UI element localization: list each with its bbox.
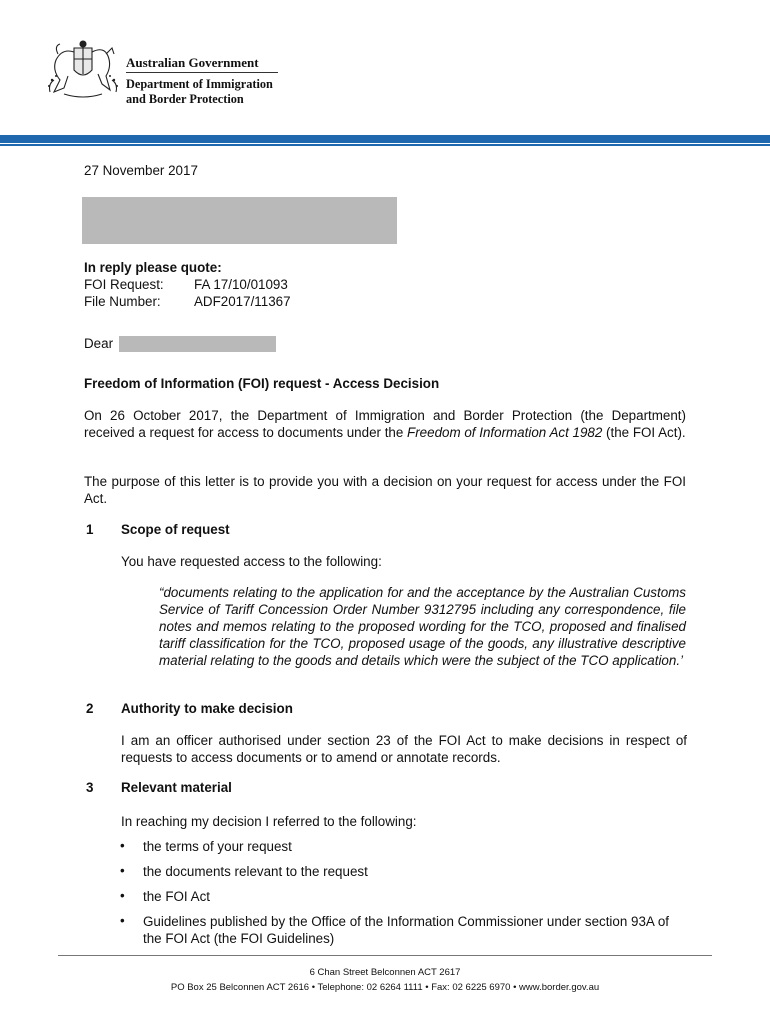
bullet-icon: • — [120, 913, 125, 928]
act-title: Freedom of Information Act 1982 — [407, 425, 603, 440]
intro-paragraph — [84, 407, 686, 441]
reply-heading: In reply please quote: — [84, 260, 222, 275]
reference-row — [84, 277, 288, 292]
redacted-name — [119, 336, 276, 352]
section-body: I am an officer authorised under section 23 of the FOI Act to make decisions in respect of requests to access documents or to amend or annotate records. — [121, 733, 687, 765]
intro-text: On 26 October 2017, the Department of Immigration and Border Protection (the Department) received a request for access to documents under the — [84, 408, 686, 440]
section-title: Relevant material — [121, 780, 232, 795]
department-name — [126, 77, 273, 107]
department-line-1: Department of Immigration — [126, 77, 273, 91]
list-item: the documents relevant to the request — [143, 864, 368, 879]
salutation: Dear — [84, 336, 114, 351]
section-number: 1 — [86, 522, 94, 537]
letter-subject: Freedom of Information (FOI) request - Access Decision — [84, 376, 440, 391]
bullet-icon: • — [120, 888, 125, 903]
section-body: In reaching my decision I referred to the following: — [121, 814, 417, 829]
agency-name: Australian Government — [126, 55, 259, 70]
letterhead-divider — [126, 72, 278, 73]
section-title: Scope of request — [121, 522, 230, 537]
reference-label: File Number: — [84, 294, 161, 309]
reference-row — [84, 294, 291, 309]
letter-date: 27 November 2017 — [84, 163, 198, 178]
footer-divider — [58, 955, 712, 956]
list-item: the terms of your request — [143, 839, 292, 854]
request-quote: “documents relating to the application for and the acceptance by the Australian Customs Service of Tariff Concession Order Number 9312795 including any correspondence, file notes and memos relating to the proposed wording for the TCO, proposed and finalised tariff classification for the TCO, proposed usage of the goods, any illustrative descriptive material relating to the goods and details which were the subject of the TCO application.’ — [159, 585, 686, 668]
list-item: the FOI Act — [143, 889, 210, 904]
department-line-2: and Border Protection — [126, 92, 244, 106]
section-body: You have requested access to the following: — [121, 554, 382, 569]
section-number: 2 — [86, 701, 94, 716]
bullet-icon: • — [120, 838, 125, 853]
section-number: 3 — [86, 780, 94, 795]
footer-address: 6 Chan Street Belconnen ACT 2617 — [309, 967, 461, 978]
bullet-icon: • — [120, 863, 125, 878]
reference-label: FOI Request: — [84, 277, 164, 292]
list-item: Guidelines published by the Office of the Information Commissioner under section 93A of the FOI Act (the FOI Guidelines) — [143, 914, 670, 946]
header-band — [0, 135, 770, 143]
section-title: Authority to make decision — [121, 701, 293, 716]
coat-of-arms-icon — [44, 40, 122, 102]
reference-value: FA 17/10/01093 — [194, 277, 288, 292]
reference-value: ADF2017/11367 — [194, 294, 291, 309]
intro-text-end: (the FOI Act). — [602, 425, 686, 440]
footer-contact: PO Box 25 Belconnen ACT 2616 • Telephone: 02 6264 1111 • Fax: 02 6225 6970 • www.border.gov.au — [170, 982, 600, 993]
header-band-thin — [0, 144, 770, 146]
purpose-paragraph: The purpose of this letter is to provide you with a decision on your request for access under the FOI Act. — [84, 474, 686, 506]
redacted-address — [82, 197, 397, 244]
